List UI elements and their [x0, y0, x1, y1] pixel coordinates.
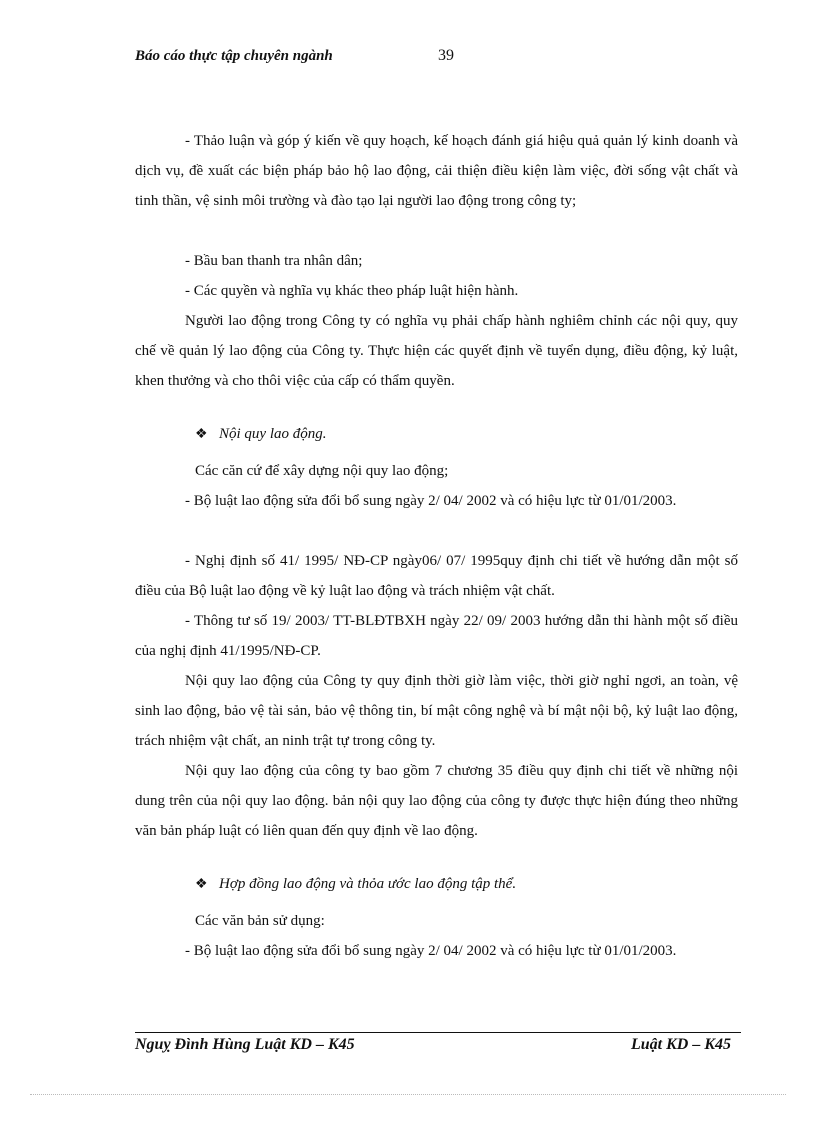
paragraph-bases: Các căn cứ để xây dựng nội quy lao động;: [195, 463, 449, 479]
page-bottom-divider: [30, 1094, 786, 1095]
paragraph-documents-used: Các văn bản sử dụng:: [195, 913, 325, 929]
paragraph-rules-structure: Nội quy lao động của công ty bao gồm 7 chương 35 điều quy định chi tiết về những nội dung trên của nội quy lao động. bản nội quy lao động của công ty được thực hiện đúng theo những văn bản pháp luật có liên quan đến quy định về lao động.: [135, 763, 738, 839]
section-heading-labor-rules: [195, 426, 327, 443]
diamond-bullet-icon: ❖: [195, 427, 208, 442]
paragraph-labor-code-2: - Bộ luật lao động sửa đổi bổ sung ngày 2/ 04/ 2002 và có hiệu lực từ 01/01/2003.: [185, 943, 677, 959]
section-heading-labor-contract: [195, 876, 516, 893]
page-number: 39: [438, 47, 454, 64]
paragraph-employee-obligations: Người lao động trong Công ty có nghĩa vụ phải chấp hành nghiêm chỉnh các nội quy, quy chế về quản lý lao động của Công ty. Thực hiện các quyết định về tuyển dụng, điều động, kỷ luật, khen thưởng và cho thôi việc của cấp có thẩm quyền.: [135, 313, 738, 389]
paragraph-rules-content: Nội quy lao động của Công ty quy định thời giờ làm việc, thời giờ nghỉ ngơi, an toàn, vệ sinh lao động, bảo vệ tài sản, bảo vệ thông tin, bí mật công nghệ và bí mật nội bộ, kỷ luật lao động, trách nhiệm vật chất, an ninh trật tự trong công ty.: [135, 673, 738, 749]
footer-divider: [135, 1032, 741, 1033]
paragraph-discussion: - Thảo luận và góp ý kiến về quy hoạch, kế hoạch đánh giá hiệu quả quản lý kinh doanh và dịch vụ, đề xuất các biện pháp bảo hộ lao động, cải thiện điều kiện làm việc, đời sống vật chất và tinh thần, vệ sinh môi trường và đào tạo lại người lao động trong công ty;: [135, 133, 738, 209]
paragraph-labor-code: - Bộ luật lao động sửa đổi bổ sung ngày 2/ 04/ 2002 và có hiệu lực từ 01/01/2003.: [185, 493, 677, 509]
diamond-bullet-icon: ❖: [195, 877, 208, 892]
paragraph-decree-41: - Nghị định số 41/ 1995/ NĐ-CP ngày06/ 07/ 1995quy định chi tiết về hướng dẫn một số điều của Bộ luật lao động về kỷ luật lao động và trách nhiệm vật chất.: [135, 553, 738, 599]
heading-text: Nội quy lao động.: [219, 426, 327, 442]
footer-department: Luật KD – K45: [631, 1036, 732, 1053]
paragraph-election: - Bầu ban thanh tra nhân dân;: [185, 253, 363, 269]
paragraph-circular-19: - Thông tư số 19/ 2003/ TT-BLĐTBXH ngày 22/ 09/ 2003 hướng dẫn thi hành một số điều của nghị định 41/1995/NĐ-CP.: [135, 613, 738, 659]
page-header-title: Báo cáo thực tập chuyên ngành: [135, 48, 333, 64]
heading-text: Hợp đồng lao động và thỏa ước lao động tập thể.: [219, 876, 517, 892]
paragraph-other-rights: - Các quyền và nghĩa vụ khác theo pháp luật hiện hành.: [185, 283, 519, 299]
footer-author: Nguỵ Đình Hùng Luật KD – K45: [135, 1036, 355, 1053]
